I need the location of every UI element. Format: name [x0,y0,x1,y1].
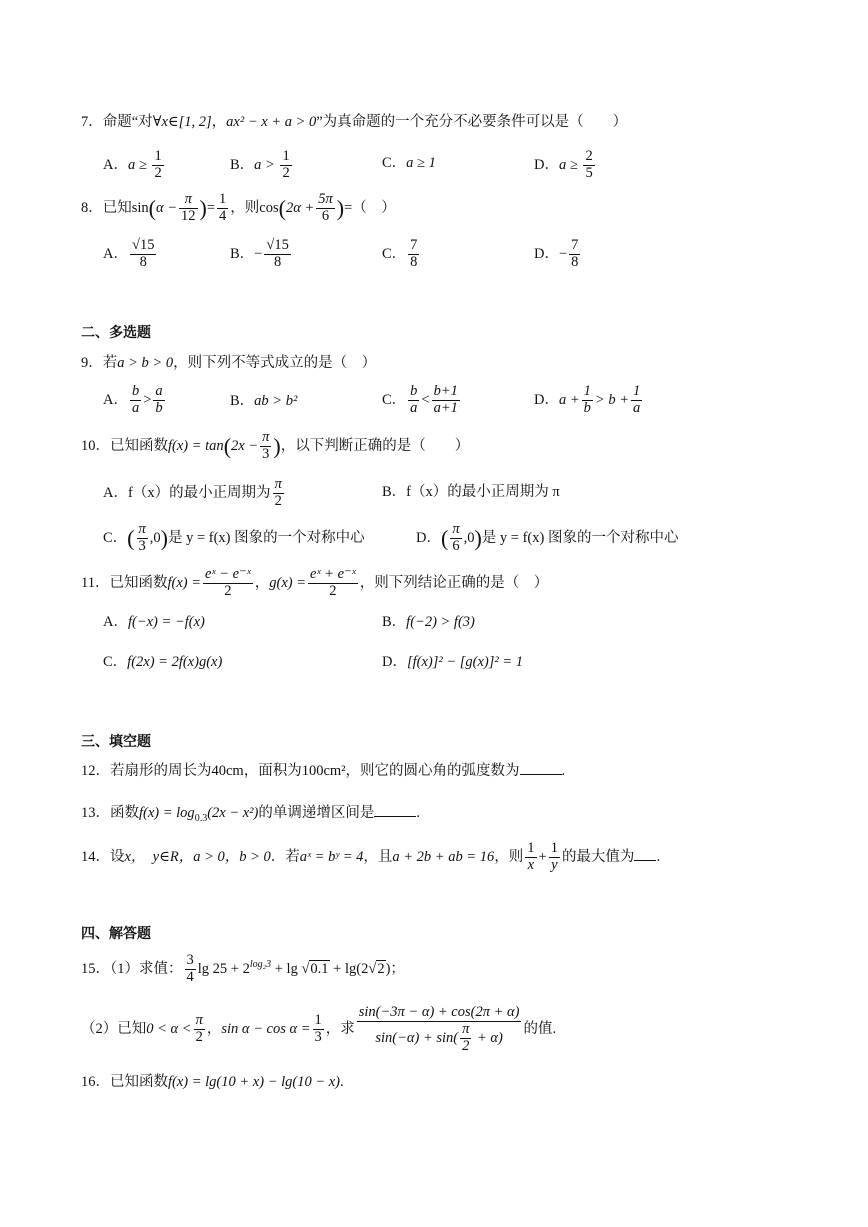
q8-number: 8． [81,199,103,216]
q15-part1: 15．（1）求值： $\frac{3}{4}$ $\lg 25 + 2^{log_23} + \lg √0.1 + \lg(2√2)$； [81,952,405,985]
q9-option-d[interactable]: D．a + $\frac{1}{b}$ > b + $\frac{1}{a}$ [534,383,641,416]
q7-option-b[interactable]: B．a > $\frac{1}{2}$ [230,148,290,181]
q12-stem: 12．若扇形的周长为40cm，面积为100cm²，则它的圆心角的弧度数为 . [81,763,566,779]
q7-option-c[interactable]: C．a ≥ 1 [382,155,436,171]
q13-stem: 13．函数$f(x) = \log_{0.3}(2x - x^2)$的单调递增区间是 . [81,805,420,824]
q9-option-b[interactable]: B．ab > b² [230,393,298,409]
q7-option-a[interactable]: A．a ≥ $\frac{1}{2}$ [103,148,162,181]
q11-option-a[interactable]: A．f(−x) = −f(x) [103,614,205,630]
q11-option-d[interactable]: D．[f(x)]² − [g(x)]² = 1 [382,654,524,670]
q9-option-c[interactable]: C． $\frac{b}{a}$ < $\frac{b+1}{a+1}$ [382,383,458,416]
q14-stem: 14．设x， y∈R，a > 0，b > 0．若aˣ = bʸ = 4，且a + 2b + ab = 16，则 $\frac{1}{x}$ + $\frac{1}{y}$ 的最大值为 . [81,840,661,873]
q11-option-b[interactable]: B．f(−2) > f(3) [382,614,475,630]
q12-answer-blank[interactable] [520,774,562,775]
section-title-multi: 二、多选题 [81,325,151,341]
q7-stem: 7．命题“对∀x∈[1, 2]，ax² − x + a > 0”为真命题的一个充分不必要条件可以是（ ） [81,114,628,130]
q10-option-b[interactable]: B．f（x）的最小正周期为 π [382,484,560,500]
q16-stem: 16．已知函数f(x) = lg(10 + x) − lg(10 − x). [81,1074,344,1090]
q8-option-b[interactable]: B．− $\frac{√15}{8}$ [230,237,289,270]
q10-option-a[interactable]: A．f（x）的最小正周期为 $\frac{\pi}{2}$ [103,476,282,509]
q11-stem: 11．已知函数f(x) = $\frac{\text{eˣ − e⁻ˣ}}{2}$ ，g(x) = $\frac{\text{eˣ + e⁻ˣ}}{2}$ ，则下列结论正确的是（ ） [81,566,549,599]
q9-option-a[interactable]: A． $\frac{b}{a}$ > $\frac{a}{b}$ [103,383,163,416]
q8-option-c[interactable]: C． $\frac{7}{8}$ [382,237,418,270]
q8-stem: 8．已知sin(α − $\frac{\pi}{12}$ )= $\frac{1}{4}$ ，则cos(2α + $\frac{5\pi}{6}$ )=（ ） [81,191,396,224]
q14-answer-blank[interactable] [634,860,656,861]
q15-part2: （2）已知0 < α < $\frac{\pi}{2}$ ，sin α − cos α = $\frac{1}{3}$ ，求 sin(−3π − α) + cos(2π + α) sin(−α) + sin( $\frac{\pi}{2}$ + α) 的值. [81,1004,557,1054]
q8-option-a[interactable]: A． $\frac{√15}{8}$ [103,237,155,270]
q10-option-d[interactable]: D．( $\frac{\pi}{6}$ ,0)是 y = f(x) 图象的一个对称中心 [416,521,679,554]
q7-number: 7． [81,114,103,130]
section-title-solve: 四、解答题 [81,926,151,942]
q9-stem: 9．若a > b > 0，则下列不等式成立的是（ ） [81,355,377,371]
q10-stem: 10．已知函数f(x) = tan(2x − $\frac{\pi}{3}$ )，以下判断正确的是（ ） [81,429,470,462]
q8-option-d[interactable]: D．− $\frac{7}{8}$ [534,237,579,270]
section-title-fill: 三、填空题 [81,734,151,750]
q13-answer-blank[interactable] [374,816,416,817]
q10-option-c[interactable]: C．( $\frac{\pi}{3}$ ,0)是 y = f(x) 图象的一个对称中心 [103,521,365,554]
q11-option-c[interactable]: C．f(2x) = 2f(x)g(x) [103,654,223,670]
q7-option-d[interactable]: D．a ≥ $\frac{2}{5}$ [534,148,593,181]
